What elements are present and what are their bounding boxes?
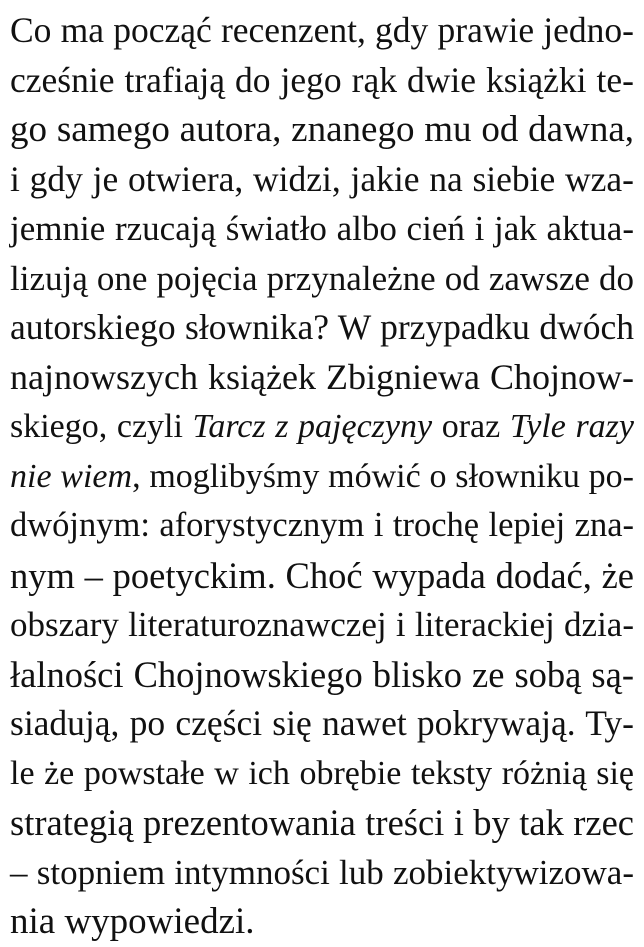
text-line bbox=[10, 452, 634, 502]
text-line: strategią prezentowania treści i by tak rzec bbox=[10, 802, 634, 843]
review-paragraph bbox=[10, 6, 634, 947]
book-title: Tarcz z pajęczyny bbox=[192, 408, 433, 445]
text-line: najnowszych książek Zbigniewa Chojnow- bbox=[10, 356, 634, 397]
text-line: lizują one pojęcia przynależne od zawsze do bbox=[10, 258, 634, 298]
text-line: – stopniem intymności lub zobiektywizowa- bbox=[10, 852, 634, 892]
text-line: obszary literaturoznawczej i literackiej dzia- bbox=[10, 605, 634, 644]
text-line bbox=[10, 402, 634, 452]
text-line: łalności Chojnowskiego blisko ze sobą są- bbox=[10, 653, 634, 695]
text-segment: , moglibyśmy mówić o słowniku po- bbox=[132, 457, 634, 495]
text-segment: oraz bbox=[432, 408, 510, 445]
text-line: jemnie rzucają światło albo cień i jak aktua- bbox=[10, 209, 634, 248]
text-line: autorskiego słownika? W przypadku dwóch bbox=[10, 307, 634, 347]
book-title: Tyle razy bbox=[509, 408, 634, 445]
text-line: siadują, po części się nawet pokrywają. Ty- bbox=[10, 703, 634, 743]
text-line: cześnie trafiają do jego rąk dwie książki te- bbox=[10, 59, 634, 100]
text-line: i gdy je otwiera, widzi, jakie na siebie wza- bbox=[10, 158, 634, 199]
text-line: go samego autora, znanego mu od dawna, bbox=[10, 109, 634, 150]
text-line: Co ma począć recenzent, gdy prawie jedno- bbox=[10, 10, 634, 50]
text-line: nym – poetyckim. Choć wypada dodać, że bbox=[10, 554, 634, 596]
text-line: nia wypowiedzi. bbox=[10, 901, 255, 942]
text-line: le że powstałe w ich obrębie teksty różnią się bbox=[10, 754, 634, 792]
text-segment: skiego, czyli bbox=[10, 408, 193, 445]
text-line: dwójnym: aforystycznym i trochę lepiej zna- bbox=[10, 506, 634, 544]
book-title: nie wiem bbox=[10, 457, 133, 495]
